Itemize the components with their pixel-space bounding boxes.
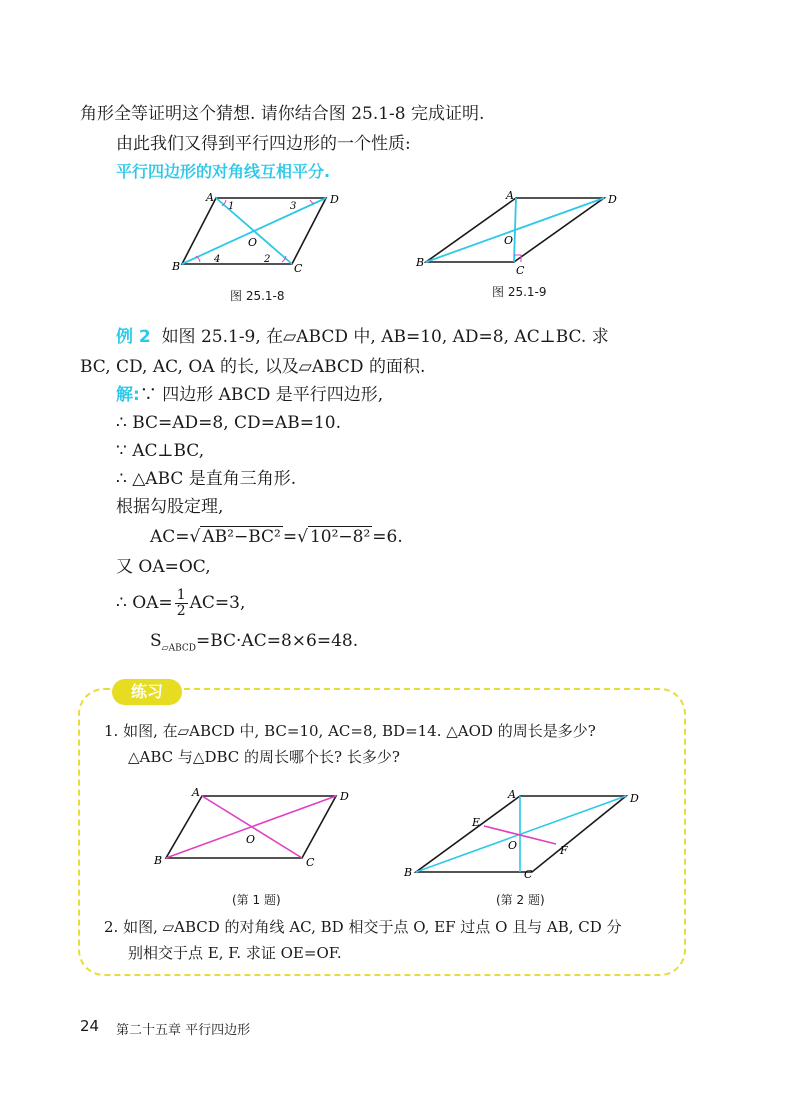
fraction-numerator: 1 [176,587,186,603]
point-b-label: B [154,854,163,867]
question-2-line-2: 别相交于点 E, F. 求证 OE=OF. [128,944,342,962]
s6-rhs: =6. [372,527,403,547]
solution-line-1 [116,384,383,406]
s8-lhs: ∴ OA= [116,593,173,613]
diagonal-bd [182,198,326,264]
chapter-title: 第二十五章 平行四边形 [116,1023,251,1038]
question-2-figure-caption: (第 2 题) [496,893,545,907]
point-o-label: O [248,236,258,249]
figure-25-1-8-caption: 图 25.1-8 [230,289,285,303]
solution-step-9 [150,630,358,659]
property-statement: 平行四边形的对角线互相平分. [116,162,331,181]
area-equation: =BC·AC=8×6=48. [195,631,359,651]
solution-step-6 [150,526,403,548]
question-1-line-2: △ABC 与△DBC 的周长哪个长? 长多少? [128,748,400,766]
point-b-label: B [416,256,425,269]
intro-line-1: 角形全等证明这个猜想. 请你结合图 25.1-8 完成证明. [80,104,485,124]
point-d-label: D [340,790,349,803]
question-2-line-1: 2. 如图, ▱ABCD 的对角线 AC, BD 相交于点 O, EF 过点 O 且与 AB, CD 分 [104,918,622,936]
figure-25-1-9-caption: 图 25.1-9 [492,285,547,299]
figure-question-1 [150,786,350,874]
solution-label: 解: [116,385,140,405]
point-o-label: O [246,833,256,846]
area-subscript: ▱ABCD [161,643,196,654]
question-1-line-1: 1. 如图, 在▱ABCD 中, BC=10, AC=8, BD=14. △AOD 的周长是多少? [104,722,596,740]
point-e-label: E [472,816,481,829]
solution-step-2: ∴ BC=AD=8, CD=AB=10. [116,413,341,433]
practice-title: 练习 [112,679,182,705]
example-2-line-2: BC, CD, AC, OA 的长, 以及▱ABCD 的面积. [80,357,426,377]
point-c-label: C [524,868,533,880]
solution-step-5: 根据勾股定理, [116,497,224,517]
intro-line-2: 由此我们又得到平行四边形的一个性质: [116,134,411,154]
point-c-label: C [294,262,303,275]
point-b-label: B [172,260,181,273]
sqrt-sign-1: √ [189,527,201,547]
diagonal-bd [416,796,626,872]
solution-step-1: ∵ 四边形 ABCD 是平行四边形, [139,385,384,405]
angle-label-1: 1 [228,201,235,212]
page-number: 24 [80,1017,100,1035]
point-a-label: A [192,786,200,799]
figure-question-2 [398,786,648,880]
angle-mark-3 [310,200,314,204]
point-a-label: A [508,788,516,801]
diagonal-bd [166,796,336,858]
point-d-label: D [630,792,639,805]
figure-25-1-8 [160,186,350,278]
point-o-label: O [508,839,518,852]
radicand-1: AB²−BC² [202,527,281,547]
solution-step-4: ∴ △ABC 是直角三角形. [116,469,297,489]
point-b-label: B [404,866,413,879]
angle-label-2: 2 [264,254,271,265]
example-2-line-1 [116,326,609,348]
sqrt-sign-2: √ [297,527,308,547]
example-text-1: 如图 25.1-9, 在▱ABCD 中, AB=10, AD=8, AC⊥BC. 求 [161,327,609,347]
solution-step-8 [116,588,245,619]
point-f-label: F [560,844,568,857]
point-d-label: D [330,193,339,206]
s6-eq: = [282,527,298,547]
radicand-2: 10²−8² [309,527,371,547]
example-label: 例 2 [116,327,151,347]
angle-label-4: 4 [214,254,221,265]
solution-step-7: 又 OA=OC, [116,557,211,577]
area-symbol: S [150,631,162,651]
question-1-figure-caption: (第 1 题) [232,893,281,907]
angle-label-3: 3 [290,201,297,212]
fraction-one-half [175,588,188,619]
solution-step-3: ∵ AC⊥BC, [116,441,205,461]
point-c-label: C [306,856,315,869]
point-a-label: A [206,191,214,204]
figure-25-1-9 [412,186,622,276]
fraction-denominator: 2 [176,603,186,619]
s8-rhs: AC=3, [189,593,246,613]
point-a-label: A [506,189,514,202]
s6-lhs: AC= [150,527,190,547]
point-d-label: D [608,193,617,206]
point-o-label: O [504,234,514,247]
point-c-label: C [516,264,525,276]
